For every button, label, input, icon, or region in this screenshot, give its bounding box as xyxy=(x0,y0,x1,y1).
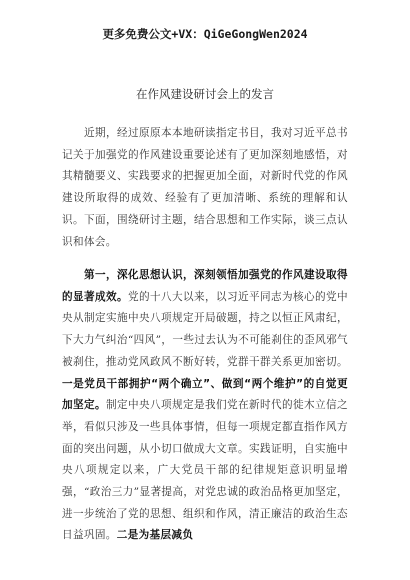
first-point-heading: 第一，深化思想认识，深刻领悟加强党的作风建设取得的显著成效。 xyxy=(62,269,348,303)
document-title: 在作风建设研讨会上的发言 xyxy=(136,87,274,101)
paragraph-intro-text: 近期，经过原原本本地研读指定书目，我对习近平总书记关于加强党的作风建设重要论述有了更加深刻地感悟，对其精髓要义、实践要求的把握更加全面，对新时代党的作风建设所取得的成效、经验有了更加清晰、系统的理解和认识。下面，围绕研讨主题，结合思想和工作实际，谈三点认识和体会。 xyxy=(62,127,348,248)
header-promo-text: 更多免费公文+VX：QiGeGongWen2024 xyxy=(102,27,308,41)
paragraph-intro xyxy=(62,123,348,251)
subpoint-two-heading: 二是为基层减负 xyxy=(116,529,194,542)
paragraph-first-point xyxy=(62,265,348,565)
first-point-text: 党的十八大以来，以习近平同志为核心的党中央从制定实施中央八项规定开局破题，持之以恒正风肃纪，下大力气纠治“四风”，一些过去认为不可能刹住的歪风邪气被刹住，推动党风政风不断好转，党群干群关系更加密切。 xyxy=(62,290,348,368)
subpoint-one-heading: 一是党员干部拥护“两个确立”、做到“两个维护”的自觉更加坚定。 xyxy=(62,377,348,412)
subpoint-one-text: 制定中央八项规定是我们党在新时代的徙木立信之举，看似只涉及一些具体事情，但每一项规定都直指作风方面的突出问题，从小切口做成大文章。实践证明，自实施中央八项规定以来，广大党员干部的纪律规矩意识明显增强，“政治三力”显著提高，对党忠诚的政治品格更加坚定，进一步统治了党的思想、组织和作风，清正廉洁的政治生态日益巩固。 xyxy=(62,399,348,542)
